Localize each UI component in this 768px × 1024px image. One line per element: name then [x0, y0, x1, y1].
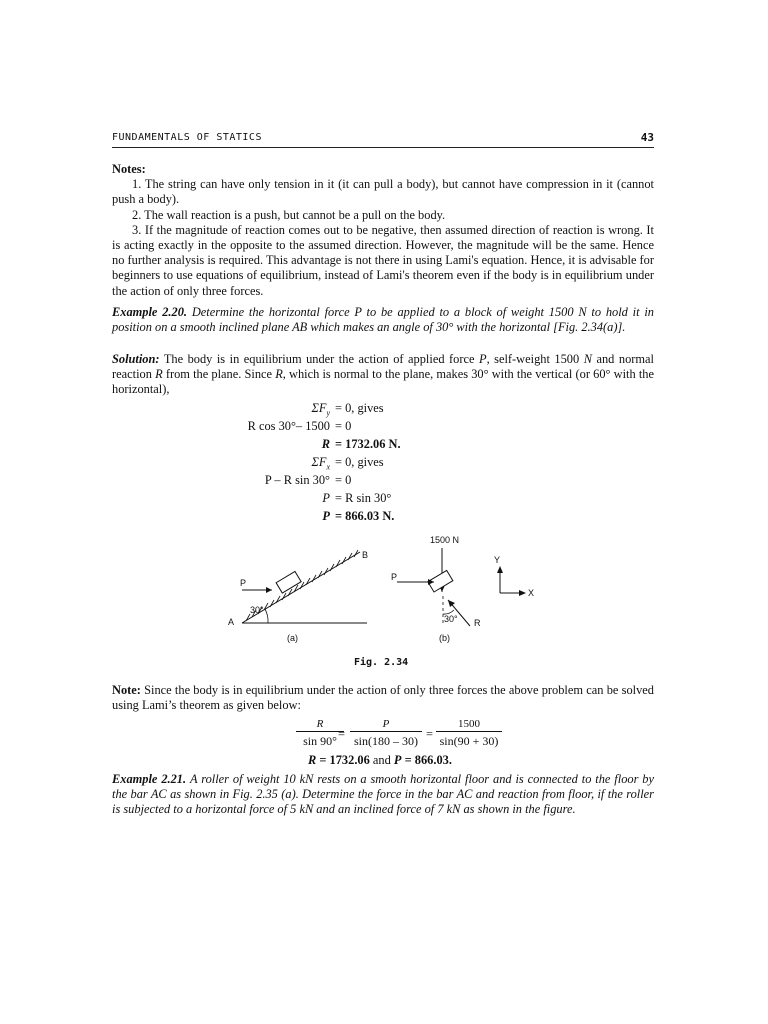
example-2-21 — [112, 772, 654, 818]
reaction-r-label: R — [474, 618, 481, 628]
eq7-right: = 866.03 N. — [335, 509, 395, 523]
eq5-right: = 0 — [335, 473, 352, 487]
notes-section — [112, 162, 654, 299]
figure-b — [391, 535, 481, 643]
example-2-20-label: Example 2.20. — [112, 305, 188, 319]
angle-arc-a — [265, 609, 268, 623]
solution-label: Solution: — [112, 352, 160, 366]
note-2: 2. The wall reaction is a push, but cannot be a pull on the body. — [132, 207, 446, 222]
note-3: 3. If the magnitude of reaction comes out to be negative, then assumed direction of reaction is wrong. It is acting exactly in the opposite to the assumed direction. However, the magnitude will be the same. Hence no further analysis is required. This advantage is not there in using Lami's equation. Hence, it is advisable for beginners to use equations of equilibrium, instead of Lami's theorem even if the body is in equilibrium under the action of only three forces. — [112, 222, 654, 298]
eq5-left: P – R sin 30° — [264, 473, 330, 487]
example-2-20 — [112, 305, 654, 335]
lami-fraction-3: $\frac{1500}{\sin(90 + 30)}$ — [436, 718, 502, 749]
solution-text-4: from the plane. Since — [165, 367, 273, 382]
eq2-right: = 0 — [335, 419, 352, 433]
lami-eq-sign-2: = — [426, 727, 433, 741]
solution-text-3: and normal reaction — [112, 352, 654, 382]
example-2-20-text: Determine the horizontal force P to be applied to a block of weight 1500 N to hold it in position on a smooth inclined plane AB which makes an angle of 30° with the horizontal [Fig. 2.34(a)]. — [112, 305, 655, 335]
example-2-21-text: A roller of weight 10 kN rests on a smooth horizontal floor and is connected to the floor by the bar AC as shown in Fig. 2.35 (a). Determine the force in the bar AC and reaction from floor, if the roller is subjected to a horizontal force of 5 kN and an inclined force of 7 kN as shown in the figure. — [112, 772, 654, 817]
eq2-left: R cos 30°– 1500 — [247, 419, 330, 433]
note-1: 1. The string can have only tension in it (it can pull a body), but cannot have compression in it (cannot push a body). — [112, 177, 654, 207]
axes — [494, 555, 534, 598]
point-a-label: A — [228, 617, 235, 627]
lami-result: R = 1732.06 and P = 866.03. — [308, 753, 452, 767]
solution-var-p: P — [478, 352, 487, 366]
solution-text-2: , self-weight 1500 — [486, 352, 580, 366]
angle-label-a: 30° — [250, 605, 264, 615]
figure-2-34 — [112, 530, 654, 655]
example-2-21-label: Example 2.21. — [112, 772, 187, 786]
eq6-left: P — [322, 491, 330, 505]
eq1-left: $\Sigma F_y$ — [311, 401, 330, 418]
solution — [112, 352, 654, 398]
figure-a-caption: (a) — [287, 633, 298, 643]
point-b-label: B — [362, 550, 369, 560]
solution-text-5: , which is normal to the plane, makes 30° with the vertical (or 60° with the horizontal), — [112, 367, 654, 397]
y-axis-label: Y — [494, 555, 501, 565]
lami-eq-sign-1: = — [338, 727, 345, 741]
note-label: Note: — [112, 683, 141, 697]
solution-text-1: The body is in equilibrium under the action of applied force — [163, 352, 475, 366]
weight-label: 1500 N — [430, 535, 460, 545]
solution-var-n: N — [583, 352, 592, 366]
lami-fraction-2: $\frac{P}{\sin(180 - 30)}$ — [350, 718, 422, 749]
solution-var-r: R — [155, 367, 163, 382]
solution-var-r-2: R — [275, 367, 283, 382]
note-text: Since the body is in equilibrium under the action of only three forces the above problem can be solved using Lami’s theorem as given below: — [112, 683, 654, 713]
lami-fraction-1: $\frac{R}{\sin 90^\circ}$ — [296, 718, 344, 749]
eq3-right: = 1732.06 N. — [335, 437, 401, 451]
angle-label-b: 30° — [444, 614, 458, 624]
figure-caption: Fig. 2.34 — [354, 657, 409, 668]
figure-b-caption: (b) — [439, 633, 450, 643]
note — [112, 683, 654, 713]
force-p-label-b: P — [391, 572, 398, 582]
running-title: FUNDAMENTALS OF STATICS — [112, 132, 262, 143]
figure-a — [228, 550, 368, 643]
running-header — [112, 131, 654, 148]
eq1-right: = 0, gives — [335, 401, 384, 415]
eq4-left: $\Sigma F_x$ — [311, 455, 330, 472]
eq3-left: R — [321, 437, 330, 451]
notes-heading: Notes: — [112, 162, 146, 176]
eq6-right: = R sin 30° — [335, 491, 392, 505]
force-p-label-a: P — [240, 578, 247, 588]
x-axis-label: X — [528, 588, 535, 598]
page-number: 43 — [640, 131, 654, 144]
page — [112, 0, 654, 1024]
eq4-right: = 0, gives — [335, 455, 384, 469]
eq7-left: P — [322, 509, 330, 523]
